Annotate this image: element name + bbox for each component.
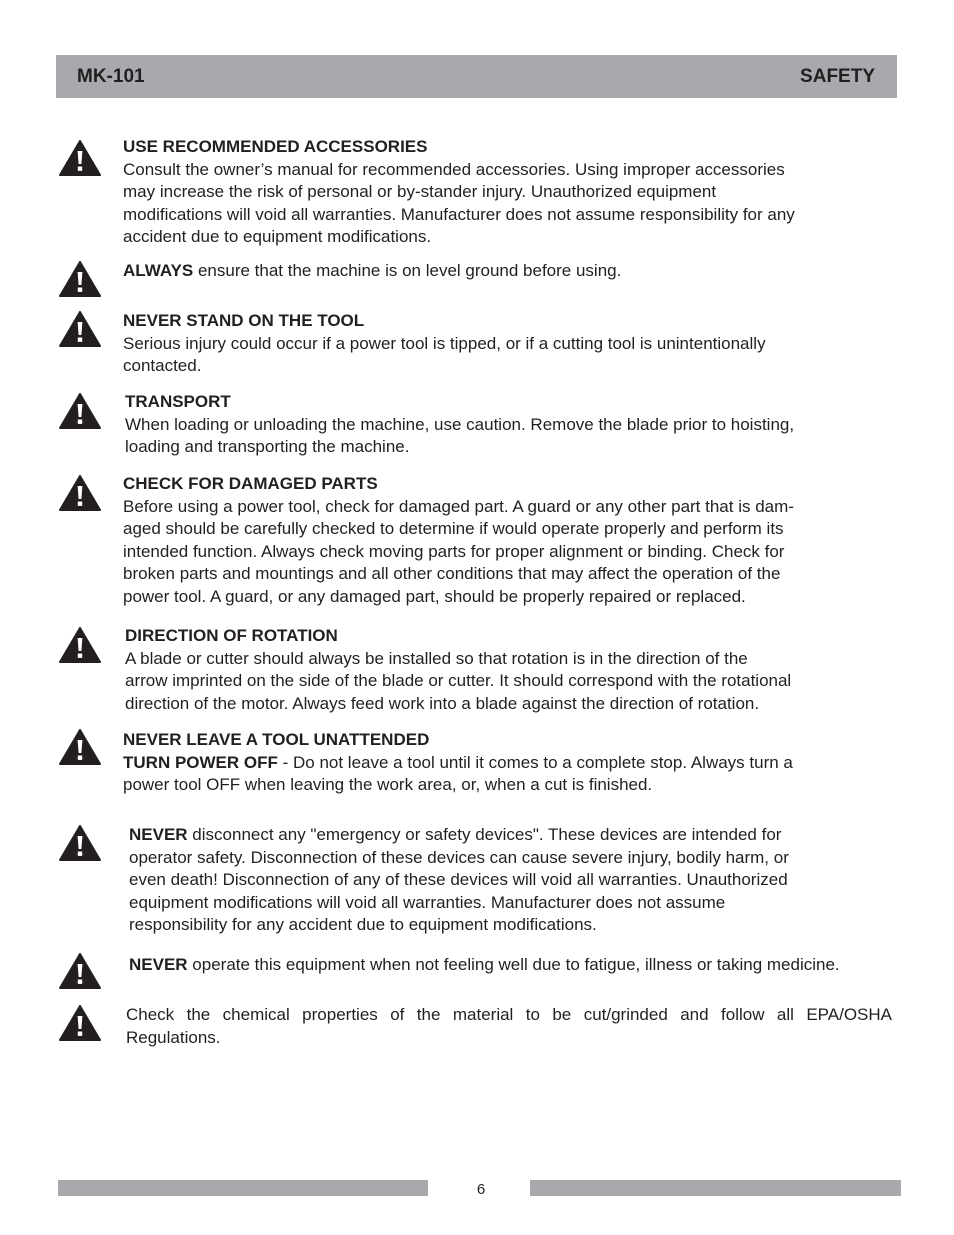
item-line: even death! Disconnection of any of these devices will void all warranties. Unauthorized: [129, 870, 788, 889]
item-text: disconnect any "emergency or safety devices". These devices are intended for: [187, 825, 782, 844]
item-title: USE RECOMMENDED ACCESSORIES: [123, 137, 428, 156]
warning-triangle-icon: [59, 311, 101, 347]
safety-item-accessories: [123, 136, 795, 249]
item-title: DIRECTION OF ROTATION: [125, 626, 338, 645]
item-line: modifications will void all warranties. Manufacturer does not assume responsibility for any: [123, 204, 795, 224]
item-line: equipment modifications will void all warranties. Manufacturer does not assume: [129, 892, 726, 912]
page-number: 6: [476, 1181, 486, 1198]
item-lead: NEVER: [129, 955, 188, 974]
safety-item-damaged-parts: [123, 473, 794, 608]
item-line: intended function. Always check moving parts for proper alignment or binding. Check for: [123, 541, 785, 561]
item-line: direction of the motor. Always feed work into a blade against the direction of rotation.: [125, 693, 760, 713]
item-text: ensure that the machine is on level ground before using.: [193, 261, 622, 280]
warning-triangle-icon: [59, 627, 101, 663]
item-line: A blade or cutter should always be installed so that rotation is in the direction of the: [125, 648, 748, 668]
item-line: may increase the risk of personal or by-stander injury. Unauthorized equipment: [123, 182, 717, 201]
item-line: operator safety. Disconnection of these devices can cause severe injury, bodily harm, or: [129, 847, 789, 867]
item-title: TRANSPORT: [125, 392, 231, 411]
safety-item-safety-devices: [129, 824, 789, 937]
item-line: contacted.: [123, 356, 202, 375]
warning-triangle-icon: [59, 1005, 101, 1041]
model-label: MK-101: [77, 65, 145, 87]
item-lead: NEVER: [129, 825, 188, 844]
safety-item-chemical: [126, 1004, 892, 1049]
warning-triangle-icon: [59, 140, 101, 176]
safety-item-unattended: [123, 729, 793, 797]
safety-item-rotation: [125, 625, 791, 715]
page-header: [56, 55, 897, 98]
item-title: CHECK FOR DAMAGED PARTS: [123, 474, 378, 493]
item-line: accident due to equipment modifications.: [123, 227, 432, 246]
item-line: power tool OFF when leaving the work area, or, when a cut is finished.: [123, 775, 653, 794]
footer-bar-left: [58, 1180, 428, 1196]
footer-bar-right: [530, 1180, 901, 1196]
item-title: NEVER LEAVE A TOOL UNATTENDED: [123, 730, 430, 749]
item-line: responsibility for any accident due to equipment modifications.: [129, 915, 597, 934]
safety-item-fatigue: [129, 954, 840, 977]
item-line: Check the chemical properties of the material to be cut/grinded and follow all EPA/OSHA: [126, 1005, 892, 1024]
warning-triangle-icon: [59, 825, 101, 861]
item-line: Serious injury could occur if a power tool is tipped, or if a cutting tool is unintentionally: [123, 333, 766, 353]
item-text: operate this equipment when not feeling well due to fatigue, illness or taking medicine.: [187, 955, 840, 974]
safety-item-level-ground: [123, 260, 621, 283]
item-line: power tool. A guard, or any damaged part, should be properly repaired or replaced.: [123, 586, 746, 606]
item-line: broken parts and mountings and all other conditions that may affect the operation of the: [123, 564, 781, 583]
item-line: Consult the owner’s manual for recommended accessories. Using improper accessories: [123, 159, 785, 179]
safety-item-never-stand: [123, 310, 766, 378]
item-line: Before using a power tool, check for damaged part. A guard or any other part that is dam-: [123, 496, 794, 516]
item-line: When loading or unloading the machine, use caution. Remove the blade prior to hoisting,: [125, 414, 795, 434]
safety-item-transport: [125, 391, 794, 459]
item-line: aged should be carefully checked to determine if would operate properly and perform its: [123, 519, 784, 538]
item-line: loading and transporting the machine.: [125, 437, 410, 456]
item-lead: ALWAYS: [123, 261, 194, 280]
item-lead: TURN POWER OFF: [123, 752, 278, 772]
warning-triangle-icon: [59, 475, 101, 511]
item-line: arrow imprinted on the side of the blade or cutter. It should correspond with the rotational: [125, 671, 792, 690]
warning-triangle-icon: [59, 953, 101, 989]
warning-triangle-icon: [59, 261, 101, 297]
item-line: Regulations.: [126, 1027, 221, 1047]
item-title: NEVER STAND ON THE TOOL: [123, 311, 365, 330]
section-label: SAFETY: [800, 65, 875, 87]
warning-triangle-icon: [59, 393, 101, 429]
item-text: - Do not leave a tool until it comes to a complete stop. Always turn a: [277, 752, 793, 772]
warning-triangle-icon: [59, 729, 101, 765]
